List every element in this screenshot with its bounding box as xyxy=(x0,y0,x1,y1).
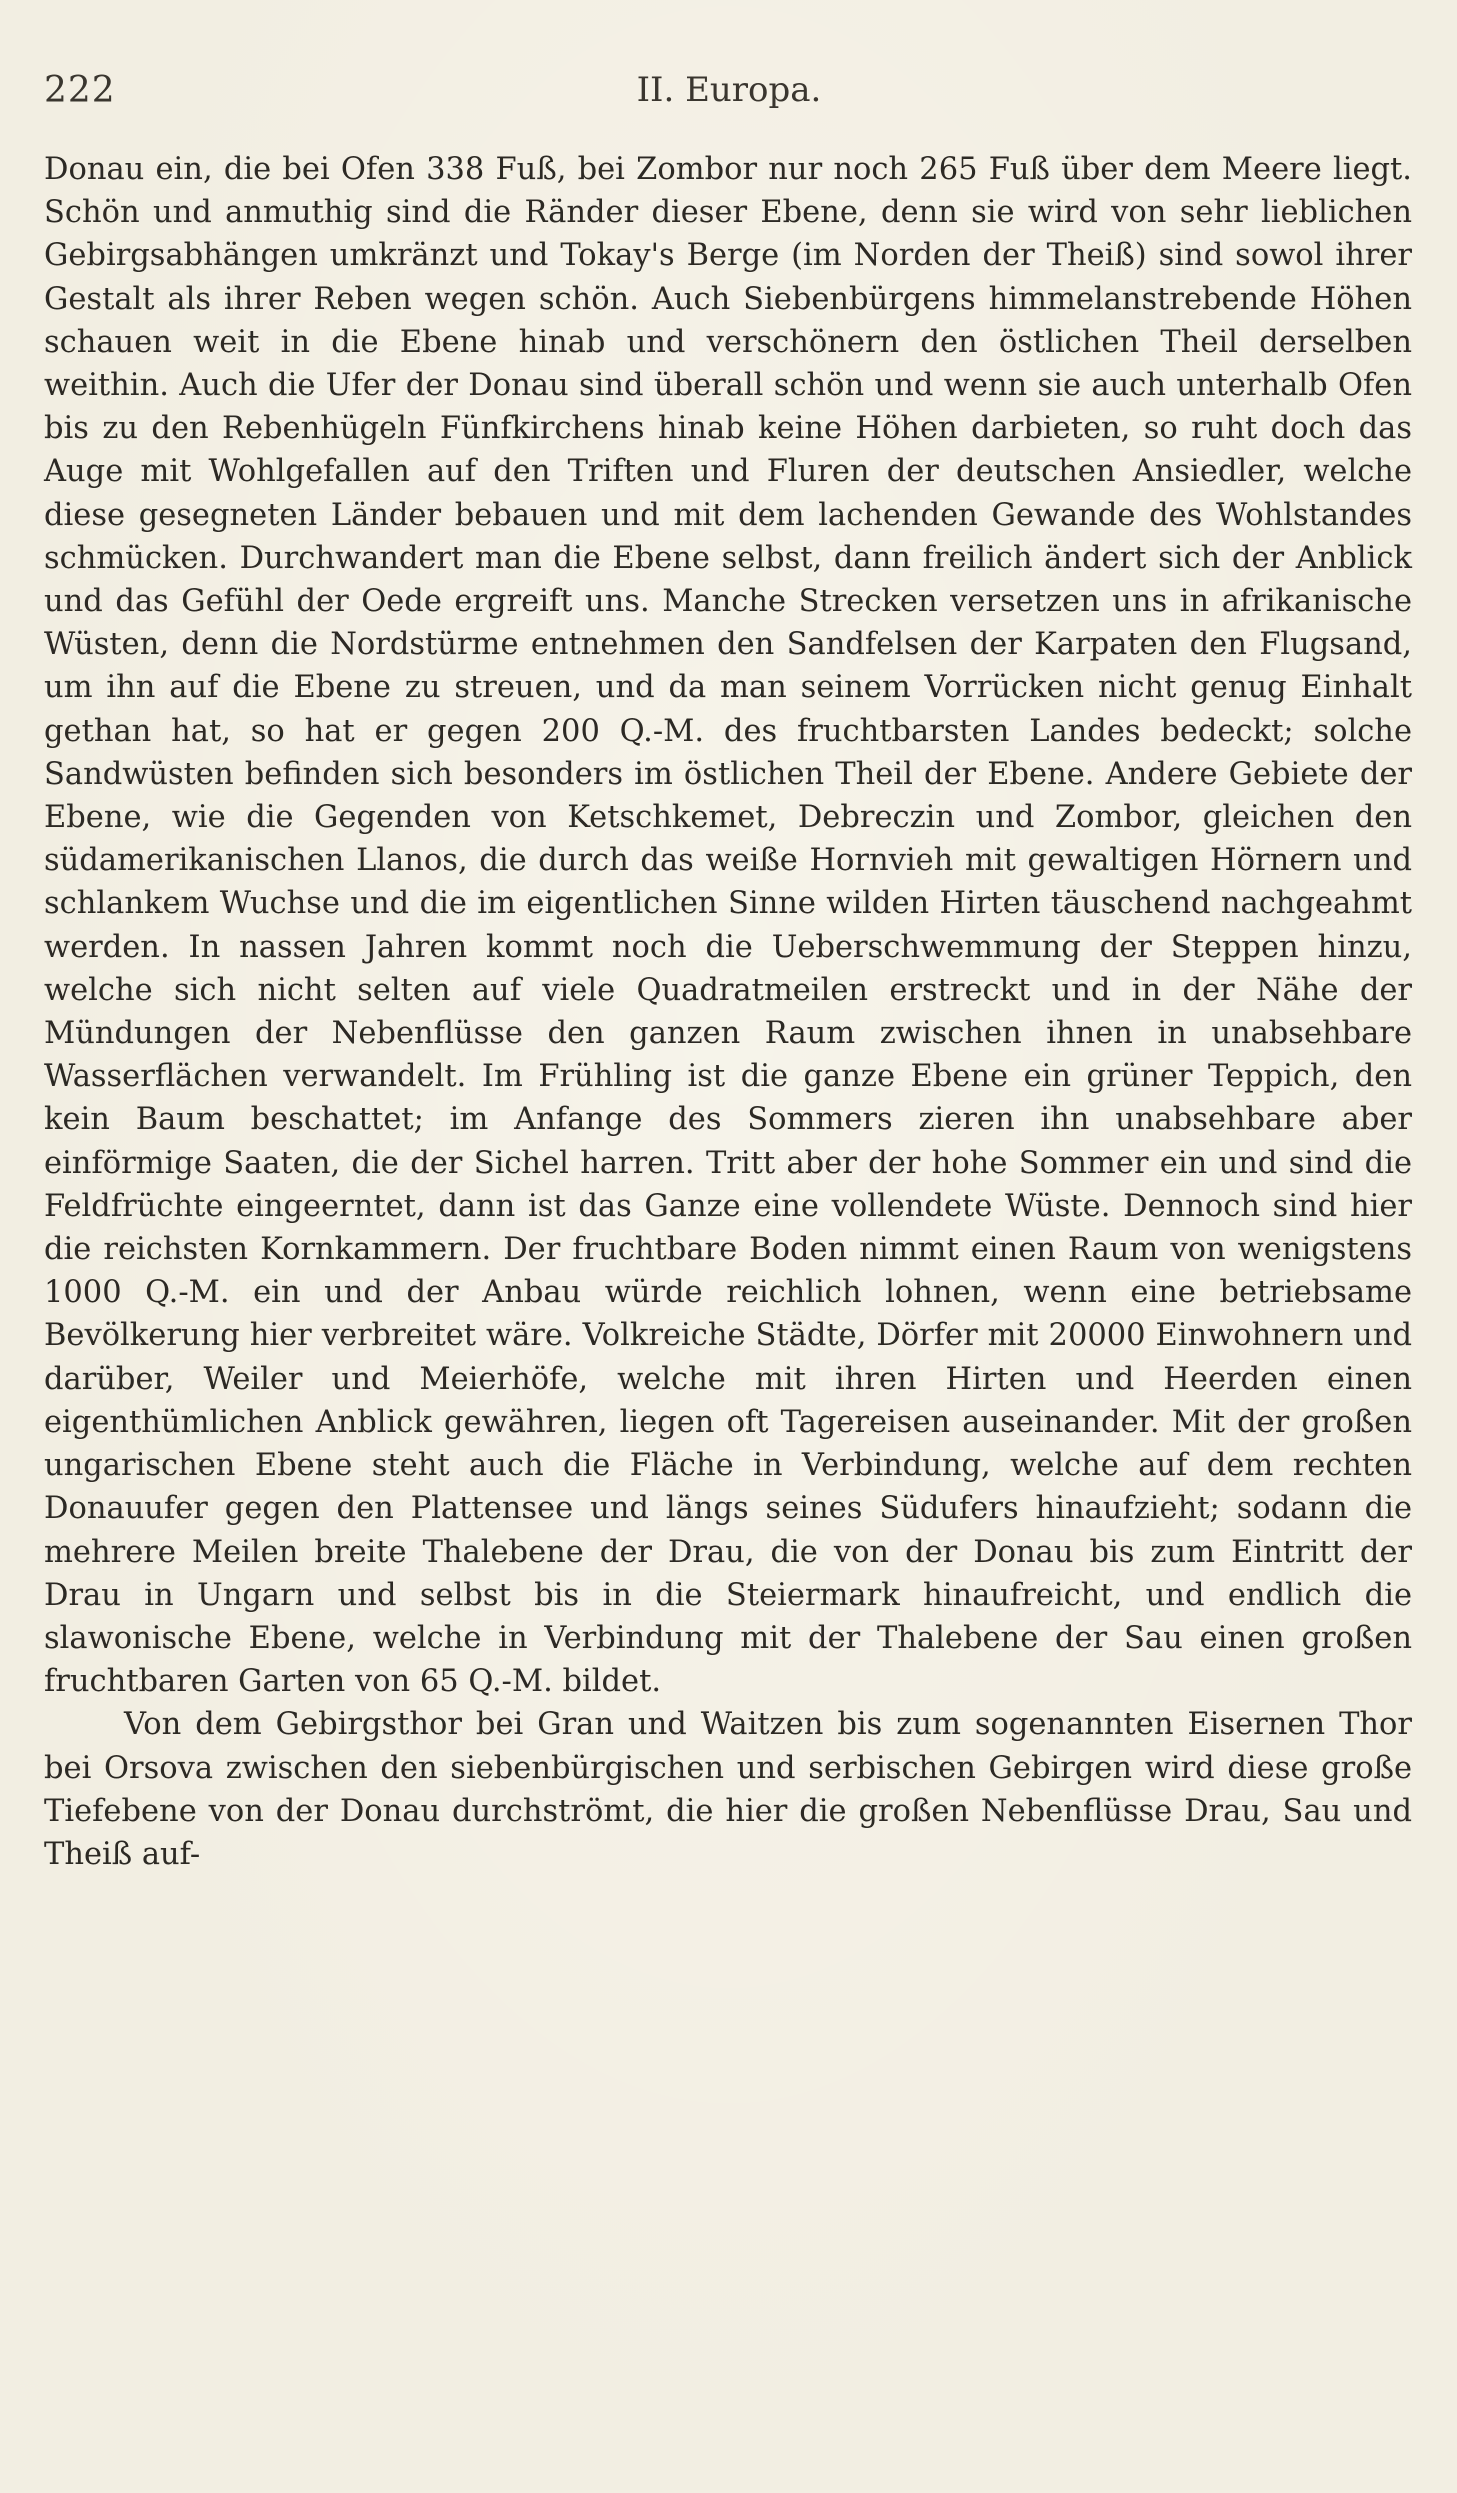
body-text xyxy=(44,148,1412,1876)
paragraph-2: Von dem Gebirgsthor bei Gran und Waitzen bis zum sogenannten Eisernen Thor bei Orsova zwischen den siebenbürgischen und serbischen Gebirgen wird diese große Tiefebene von der Donau durchströmt, die hier die großen Nebenflüsse Drau, Sau und Theiß auf- xyxy=(44,1707,1412,1872)
page-number: 222 xyxy=(44,70,116,111)
paragraph-1: Donau ein, die bei Ofen 338 Fuß, bei Zombor nur noch 265 Fuß über dem Meere liegt. Schön und anmuthig sind die Ränder dieser Ebene, denn sie wird von sehr lieblichen Gebirgsabhängen umkränzt und Tokay's Berge (im Norden der Theiß) sind sowol ihrer Gestalt als ihrer Reben wegen schön. Auch Siebenbürgens himmelanstrebende Höhen schauen weit in die Ebene hinab und verschönern den östlichen Theil derselben weithin. Auch die Ufer der Donau sind überall schön und wenn sie auch unterhalb Ofen bis zu den Rebenhügeln Fünfkirchens hinab keine Höhen darbieten, so ruht doch das Auge mit Wohlgefallen auf den Triften und Fluren der deutschen Ansiedler, welche diese gesegneten Länder bebauen und mit dem lachenden Gewande des Wohlstandes schmücken. Durchwandert man die Ebene selbst, dann freilich ändert sich der Anblick und das Gefühl der Oede ergreift uns. Manche Strecken versetzen uns in afrikanische Wüsten, denn die Nordstürme entnehmen den Sandfelsen der Karpaten den Flugsand, um ihn auf die Ebene zu streuen, und da man seinem Vorrücken nicht genug Einhalt gethan hat, so hat er gegen 200 Q.-M. des fruchtbarsten Landes bedeckt; solche Sandwüsten befinden sich besonders im östlichen Theil der Ebene. Andere Gebiete der Ebene, wie die Gegenden von Ketschkemet, Debreczin und Zombor, gleichen den südamerikanischen Llanos, die durch das weiße Hornvieh mit gewaltigen Hörnern und schlankem Wuchse und die im eigentlichen Sinne wilden Hirten täuschend nachgeahmt werden. In nassen Jahren kommt noch die Ueberschwemmung der Steppen hinzu, welche sich nicht selten auf viele Quadratmeilen erstreckt und in der Nähe der Mündungen der Nebenflüsse den ganzen Raum zwischen ihnen in unabsehbare Wasserflächen verwandelt. Im Frühling ist die ganze Ebene ein grüner Teppich, den kein Baum beschattet; im Anfange des Sommers zieren ihn unabsehbare aber einförmige Saaten, die der Sichel harren. Tritt aber der hohe Sommer ein und sind die Feldfrüchte eingeerntet, dann ist das Ganze eine vollendete Wüste. Dennoch sind hier die reichsten Kornkammern. Der fruchtbare Boden nimmt einen Raum von wenigstens 1000 Q.-M. ein und der Anbau würde reichlich lohnen, wenn eine betriebsame Bevölkerung hier verbreitet wäre. Volkreiche Städte, Dörfer mit 20000 Einwohnern und darüber, Weiler und Meierhöfe, welche mit ihren Hirten und Heerden einen eigenthümlichen Anblick gewähren, liegen oft Tagereisen auseinander. Mit der großen ungarischen Ebene steht auch die Fläche in Verbindung, welche auf dem rechten Donauufer gegen den Plattensee und längs seines Südufers hinaufzieht; sodann die mehrere Meilen breite Thalebene der Drau, die von der Donau bis zum Eintritt der Drau in Ungarn und selbst bis in die Steiermark hinaufreicht, und endlich die slawonische Ebene, welche in Verbindung mit der Thalebene der Sau einen großen fruchtbaren Garten von 65 Q.-M. bildet. xyxy=(44,152,1412,1700)
page-header xyxy=(44,70,1414,130)
running-head: II. Europa. xyxy=(636,70,822,110)
